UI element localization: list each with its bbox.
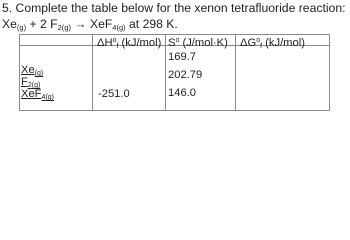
- product-xef4: XeF: [89, 17, 113, 31]
- cell-entropy-xe: 169.7: [168, 51, 196, 63]
- product-xef4-state: (g): [116, 23, 126, 32]
- row-species-f2: $F_{2(g)}$: [21, 76, 41, 89]
- question-text: 5. Complete the table below for the xenon tetrafluoride reaction:: [2, 1, 346, 15]
- reactant-f2-subscript: 2: [57, 23, 62, 32]
- product-xef4-subscript: 4: [112, 23, 117, 32]
- reactant-xe: Xe: [2, 17, 17, 31]
- row-species-xef4: XeF$_{4(g)}$: [21, 88, 54, 101]
- cell-entropy-xef4: 146.0: [168, 87, 196, 99]
- cell-enthalpy-xef4: -251.0: [98, 88, 130, 100]
- reaction-arrow: →: [74, 17, 87, 31]
- coefficient: + 2: [29, 17, 47, 31]
- reaction-condition: at 298 K.: [129, 17, 178, 31]
- header-entropy: $S^o$ (J/mol·K): [168, 37, 228, 49]
- header-enthalpy: $\Delta H^o_f$ (kJ/mol): [97, 37, 162, 50]
- reactant-f2: F: [50, 17, 58, 31]
- header-gibbs: $\Delta G^o_f$ (kJ/mol): [240, 37, 305, 50]
- reaction-equation: [2, 17, 178, 35]
- reactant-xe-state: (g): [16, 23, 27, 32]
- cell-entropy-f2: 202.79: [168, 69, 203, 81]
- reactant-f2-state: (g): [61, 23, 71, 32]
- row-species-xe: $Xe_{(g)}$: [21, 64, 44, 77]
